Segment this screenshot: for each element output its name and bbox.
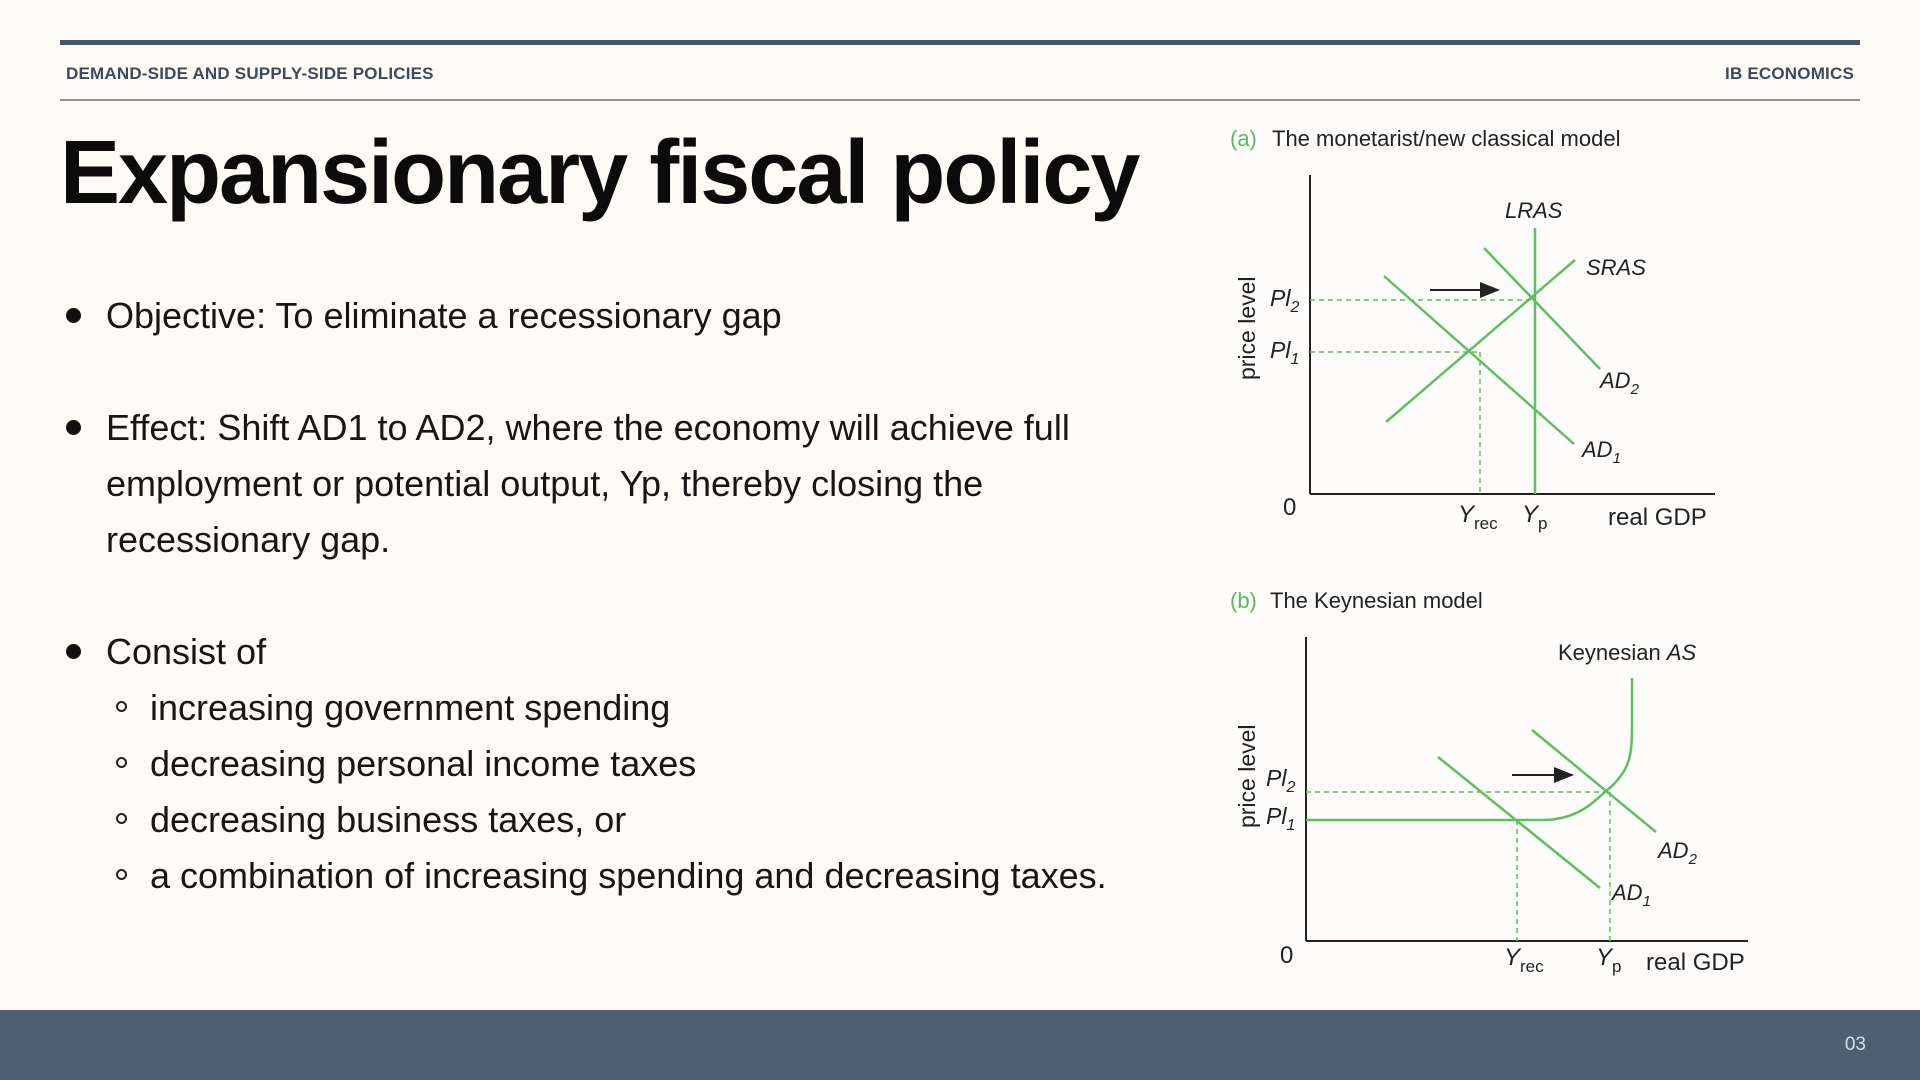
diagram-a-title: The monetarist/new classical model xyxy=(1272,126,1621,151)
course-label: IB ECONOMICS xyxy=(1725,64,1854,83)
diagram-b-yrec-label: $Y_{rec}$ xyxy=(1504,944,1544,976)
diagram-a xyxy=(1230,126,1715,533)
diagram-b-pl2-label: $Pl_2$ xyxy=(1266,765,1296,796)
diagram-b-keynesian-as-curve xyxy=(1306,678,1632,820)
diagram-b-letter: (b) xyxy=(1230,588,1257,613)
sub-bullet-text: a combination of increasing spending and decreasing taxes. xyxy=(150,855,1107,896)
diagram-a-ad2-label: $AD_2$ xyxy=(1600,368,1639,398)
sub-bullet xyxy=(66,736,1066,792)
bullet-consist xyxy=(66,624,1066,680)
sub-bullet-text: decreasing business taxes, or xyxy=(150,799,627,840)
sub-bullet xyxy=(66,680,1066,736)
page-number: 03 xyxy=(1844,1034,1866,1055)
diagram-a-origin: 0 xyxy=(1283,494,1297,521)
bullet-list xyxy=(66,288,1107,904)
diagram-b-ad1-curve xyxy=(1438,757,1600,888)
diagram-a-y-label: price level xyxy=(1234,276,1260,380)
bullet-dot xyxy=(66,644,81,659)
diagram-a-ad1-label: $AD_1$ xyxy=(1582,437,1621,467)
sub-bullet-ring xyxy=(116,869,127,880)
diagram-b-ad2-curve xyxy=(1532,730,1656,832)
diagram-b-as-label: Keynesian AS xyxy=(1558,640,1697,665)
diagram-b-yp-label: $Y_p$ xyxy=(1596,944,1622,976)
diagram-b-origin: 0 xyxy=(1280,942,1294,969)
slide-title: Expansionary fiscal policy xyxy=(60,123,1139,223)
ad-as-diagrams xyxy=(1200,110,1800,990)
sub-bullet-ring xyxy=(116,701,127,712)
bullet-effect-text: Effect: Shift AD1 to AD2, where the economy will achieve full employment or potential output, Yp, thereby closing the recessionary gap. xyxy=(106,407,1070,560)
diagram-a-ad2-curve xyxy=(1484,248,1600,369)
sub-bullet-text: increasing government spending xyxy=(150,687,671,728)
diagram-a-sras-label: SRAS xyxy=(1586,255,1646,280)
section-label: DEMAND-SIDE AND SUPPLY-SIDE POLICIES xyxy=(66,64,434,83)
diagram-b-pl1-label: $Pl_1$ xyxy=(1266,803,1296,834)
top-rule xyxy=(60,40,1860,45)
slide-header xyxy=(60,58,1860,88)
bullet-dot xyxy=(66,420,81,435)
sub-bullet xyxy=(66,792,1066,848)
diagram-a-lras-label: LRAS xyxy=(1505,198,1563,223)
diagram-a-x-label: real GDP xyxy=(1608,504,1707,531)
bullet-objective xyxy=(66,288,1066,344)
spacer xyxy=(66,344,1066,400)
diagram-b-y-label: price level xyxy=(1234,724,1260,828)
sub-bullet xyxy=(66,848,1130,904)
sub-bullet-text: decreasing personal income taxes xyxy=(150,743,697,784)
diagram-b-title: The Keynesian model xyxy=(1270,588,1483,613)
diagram-a-yp-label: $Y_p$ xyxy=(1522,501,1548,533)
diagram-a-ad1-curve xyxy=(1384,276,1574,444)
header-divider xyxy=(60,99,1860,101)
diagram-b xyxy=(1230,588,1748,976)
bullet-objective-text: Objective: To eliminate a recessionary gap xyxy=(106,295,782,336)
sub-bullet-ring xyxy=(116,813,127,824)
diagram-panel xyxy=(1200,110,1800,990)
diagram-b-ad1-label: $AD_1$ xyxy=(1612,880,1651,910)
diagram-a-pl2-label: $Pl_2$ xyxy=(1270,285,1300,316)
sub-bullet-ring xyxy=(116,757,127,768)
diagram-a-pl1-label: $Pl_1$ xyxy=(1270,337,1300,368)
bullet-consist-text: Consist of xyxy=(106,631,267,672)
diagram-b-ad2-label: $AD_2$ xyxy=(1658,838,1697,868)
diagram-b-x-label: real GDP xyxy=(1646,949,1745,976)
footer-bar xyxy=(0,1010,1920,1080)
bullet-dot xyxy=(66,308,81,323)
spacer xyxy=(66,568,1066,624)
bullet-effect xyxy=(66,400,1086,568)
diagram-a-letter: (a) xyxy=(1230,126,1257,151)
diagram-a-yrec-label: $Y_{rec}$ xyxy=(1458,501,1498,533)
